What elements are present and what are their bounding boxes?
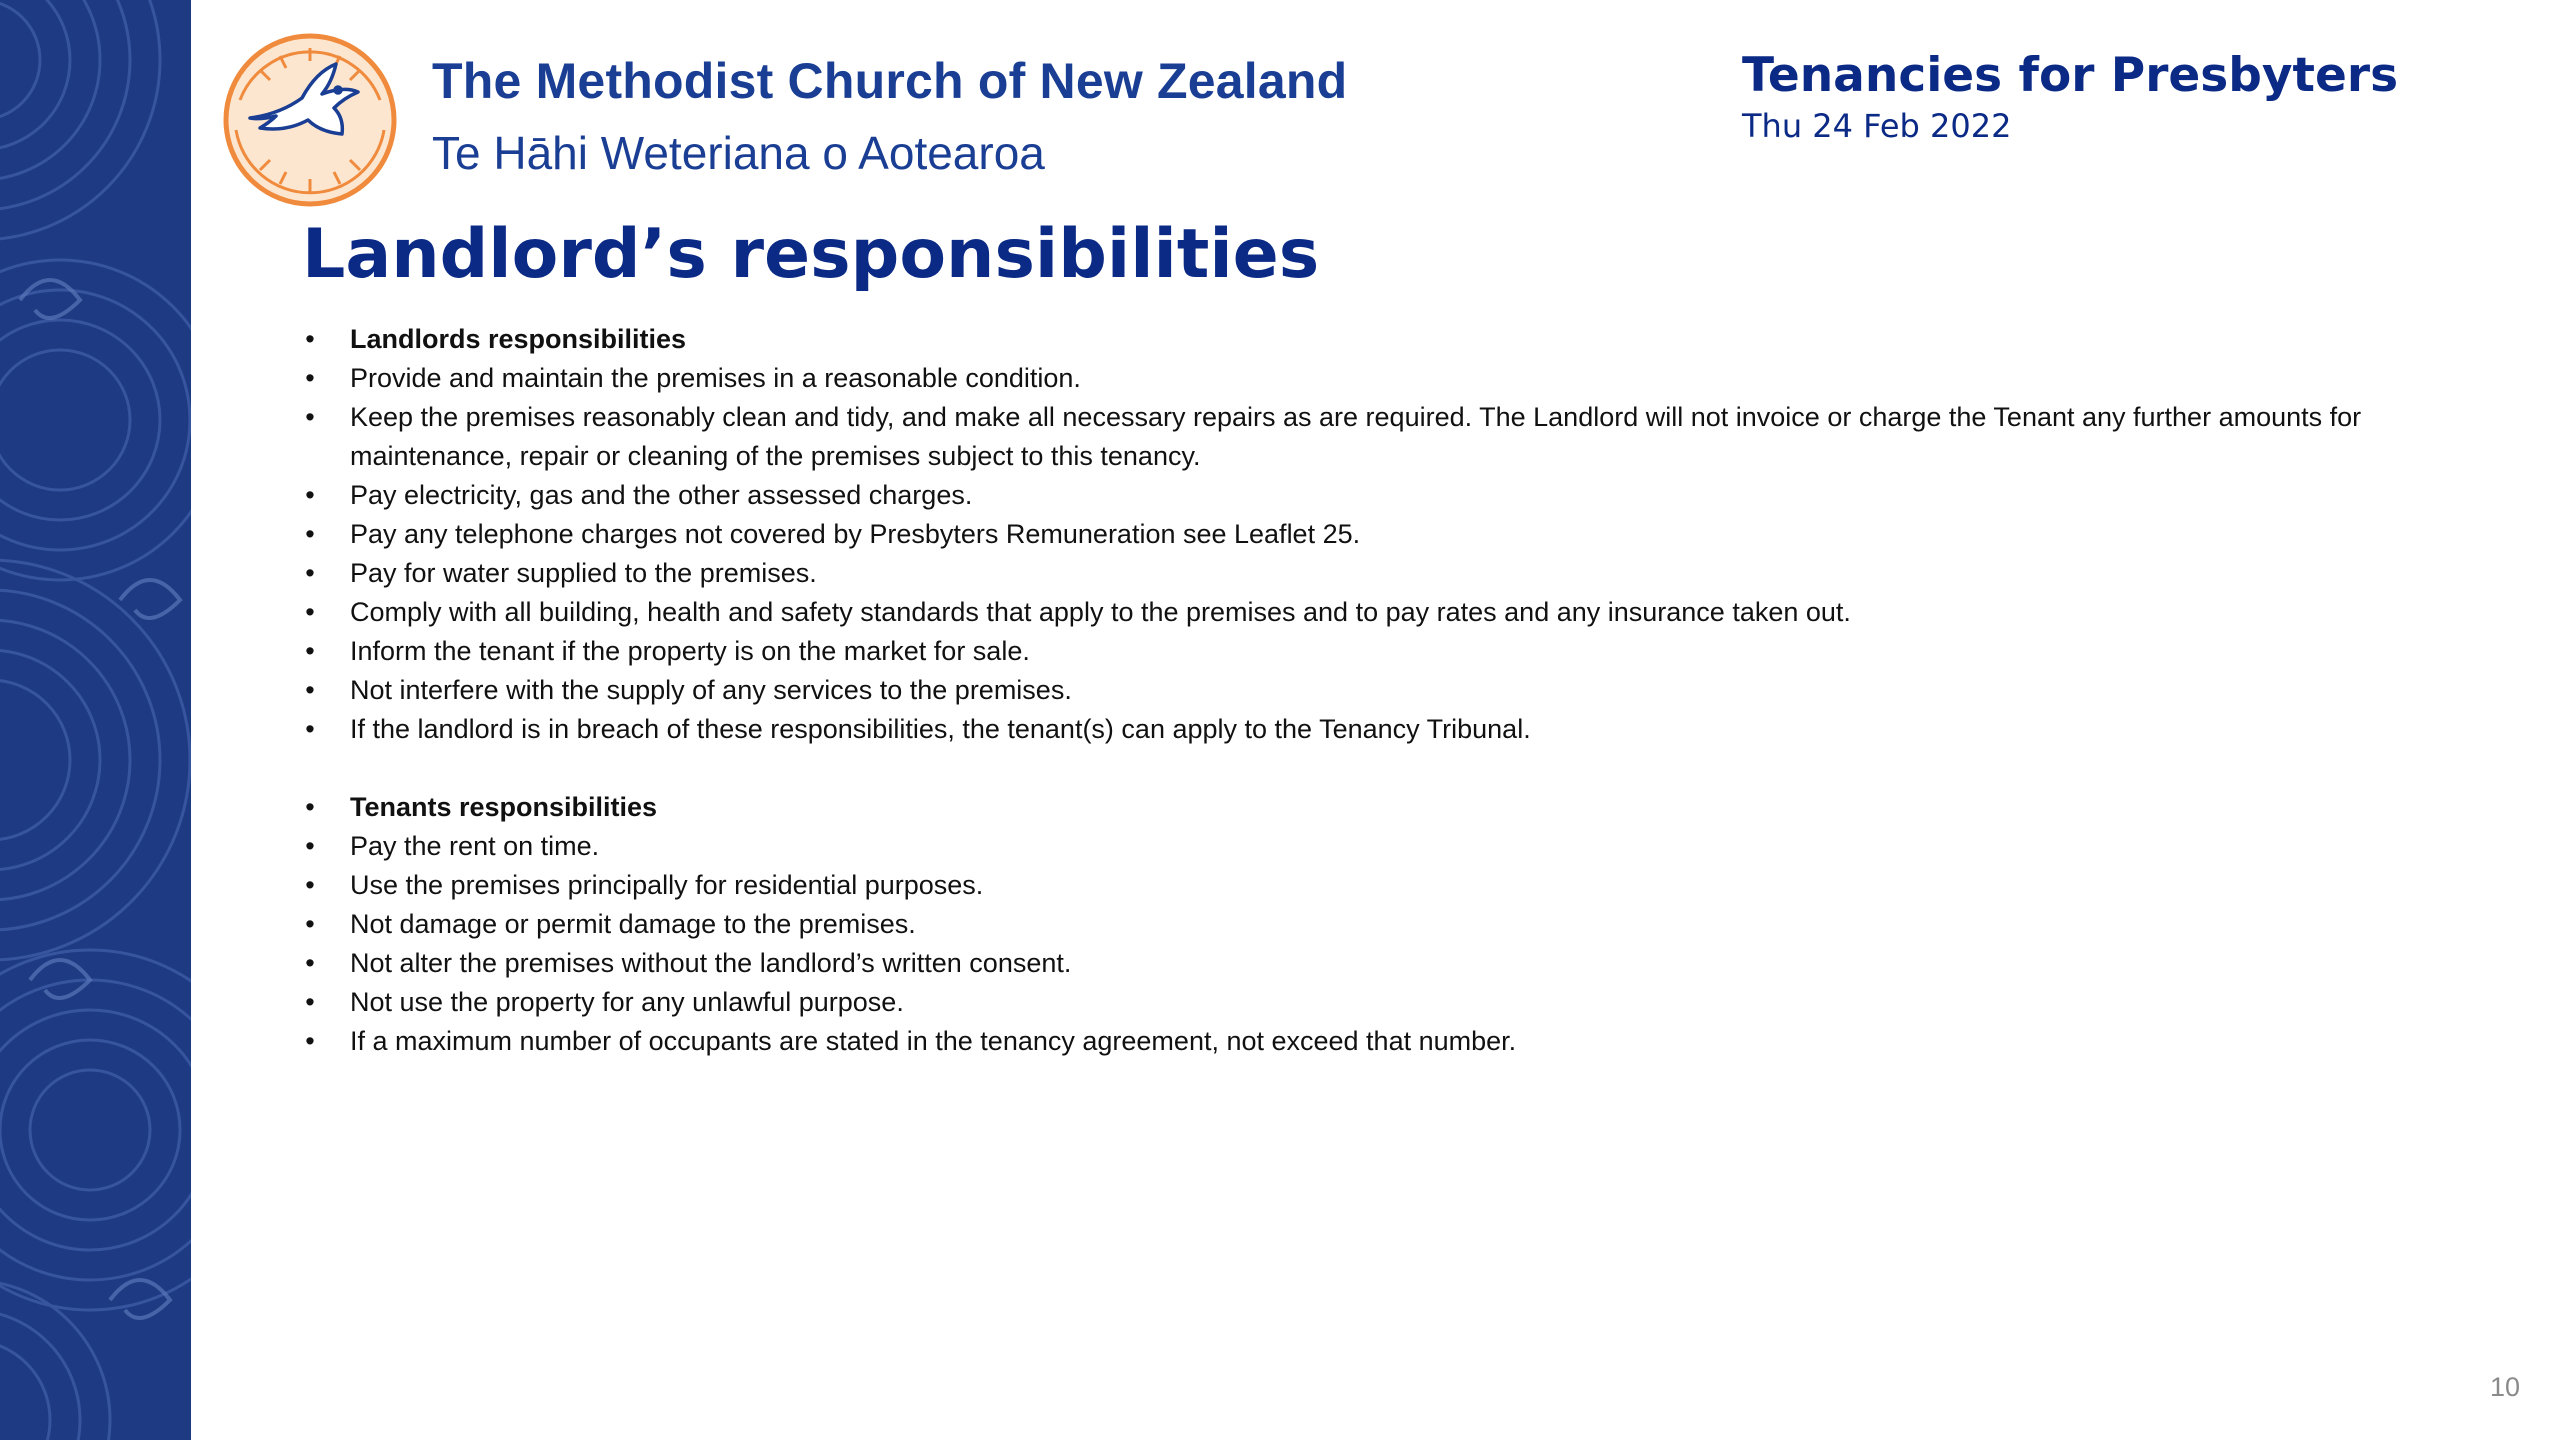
landlord-section-heading: Landlords responsibilities [350,324,687,354]
bullet-glyph: • [305,519,315,549]
list-item-text: Not interfere with the supply of any services to the premises. [350,675,1072,705]
list-item-text: If a maximum number of occupants are stated in the tenancy agreement, not exceed that number. [350,1026,1517,1056]
slide-title: Landlord’s responsibilities [302,215,1320,294]
list-item [300,671,2420,710]
list-item [300,359,2420,398]
bullet-glyph: • [305,831,315,861]
bullet-glyph: • [305,909,315,939]
bullet-glyph: • [305,324,315,354]
list-item-text: Not alter the premises without the landlord’s written consent. [350,948,1072,978]
list-item [300,827,2420,866]
presentation-date: Thu 24 Feb 2022 [1742,107,2012,145]
list-item-text: Use the premises principally for residential purposes. [350,870,984,900]
list-item-text: Keep the premises reasonably clean and tidy, and make all necessary repairs as are required. The Landlord will not invoice or charge the Tenant any further amounts for maintenance, repair or cleaning of the premises subject to this tenancy. [350,402,2362,471]
list-item [300,398,2420,476]
dove-in-circle-logo [220,30,400,210]
list-item-text: Provide and maintain the premises in a reasonable condition. [350,363,1081,393]
list-item-text: Not use the property for any unlawful purpose. [350,987,904,1017]
bullet-glyph: • [305,792,315,822]
presentation-title: Tenancies for Presbyters [1742,48,2399,103]
list-item-text: Pay the rent on time. [350,831,600,861]
page-number: 10 [2489,1372,2520,1402]
list-item-text: If the landlord is in breach of these responsibilities, the tenant(s) can apply to the Tenancy Tribunal. [350,714,1531,744]
tenant-section-heading: Tenants responsibilities [350,792,658,822]
list-item-text: Inform the tenant if the property is on the market for sale. [350,636,1030,666]
organisation-name: The Methodist Church of New Zealand [432,53,1348,109]
bullet-glyph: • [305,870,315,900]
list-item-text: Not damage or permit damage to the premises. [350,909,916,939]
list-item [300,515,2420,554]
list-item [300,1022,2420,1061]
list-item [300,788,2420,827]
list-item-text: Comply with all building, health and safety standards that apply to the premises and to pay rates and any insurance taken out. [350,597,1851,627]
list-item [300,710,2420,749]
list-item-text: Pay any telephone charges not covered by Presbyters Remuneration see Leaflet 25. [350,519,1361,549]
decorative-side-band [0,0,191,1440]
bullet-glyph: • [305,1026,315,1056]
bullet-glyph: • [305,597,315,627]
bullet-glyph: • [305,636,315,666]
list-item [300,593,2420,632]
list-spacer [300,749,2420,788]
bullet-glyph: • [305,402,315,432]
organisation-name-maori: Te Hāhi Weteriana o Aotearoa [432,127,1045,179]
bullet-glyph: • [305,363,315,393]
list-item [300,905,2420,944]
responsibilities-list [300,320,2420,1061]
bullet-glyph: • [305,480,315,510]
list-item [300,554,2420,593]
bullet-glyph: • [305,948,315,978]
list-item [300,983,2420,1022]
bullet-glyph: • [305,987,315,1017]
list-item [300,866,2420,905]
list-item [300,476,2420,515]
koru-pattern [0,0,191,1440]
list-item [300,632,2420,671]
list-item [300,320,2420,359]
list-item-text: Pay for water supplied to the premises. [350,558,817,588]
bullet-glyph: • [305,714,315,744]
bullet-glyph: • [305,675,315,705]
list-item-text: Pay electricity, gas and the other assessed charges. [350,480,973,510]
bullet-glyph: • [305,558,315,588]
list-item [300,944,2420,983]
